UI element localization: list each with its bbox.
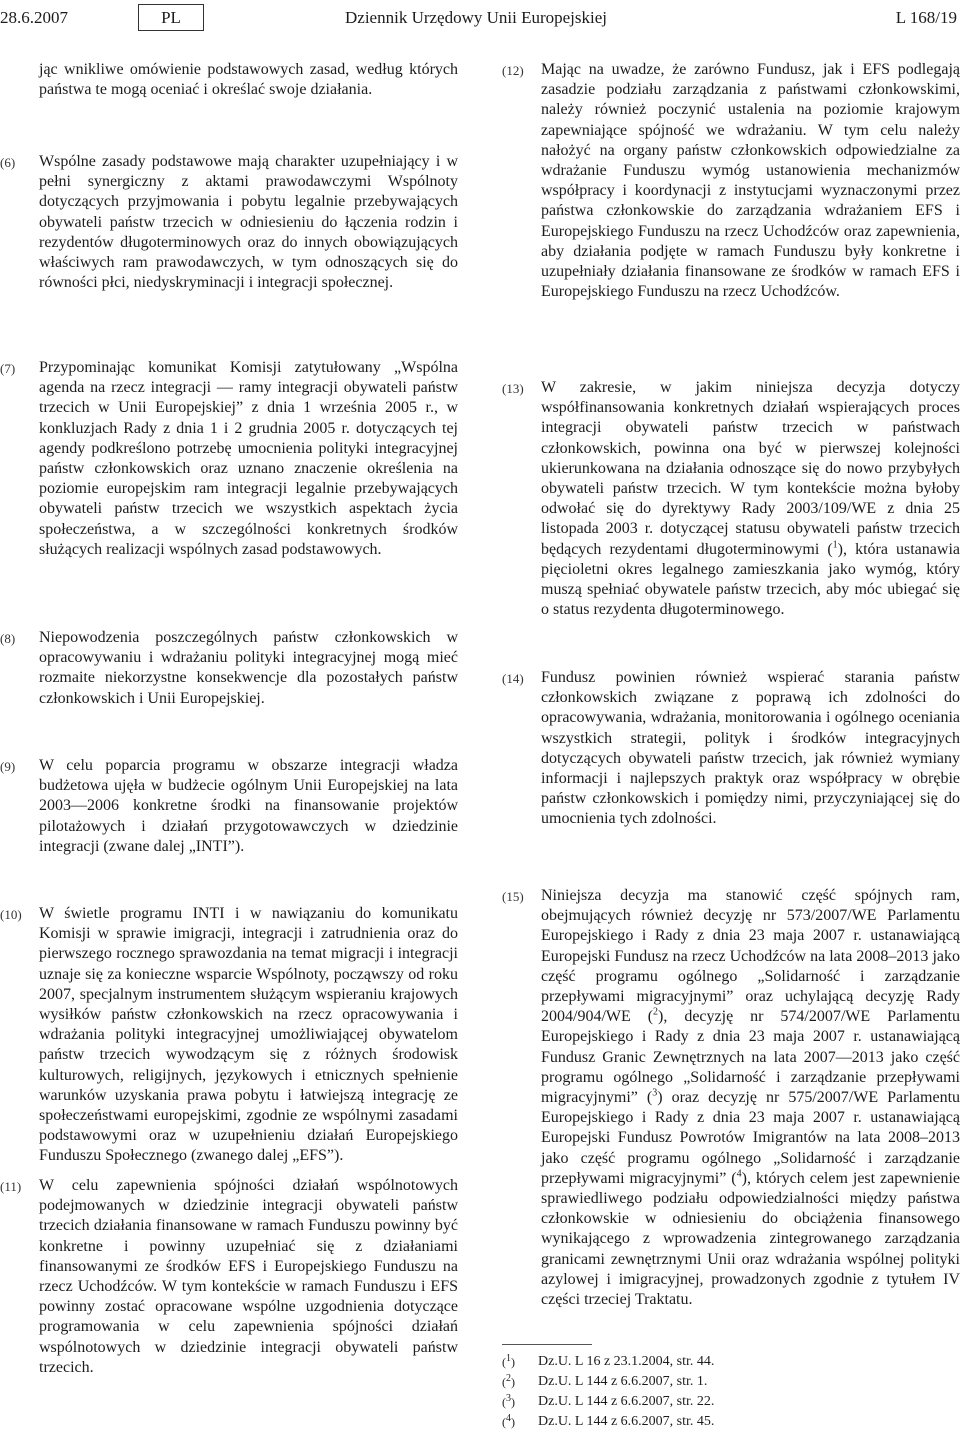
- recital-text: [541, 886, 960, 1310]
- footnote-ref-2[interactable]: 2: [653, 1006, 659, 1018]
- recital-text: W celu zapewnienia spójności działań wspólnotowych podejmowanych w dziedzinie integracji obywateli państw trzecich działania finansowane w ramach Funduszu powinny być konkretne i powinny uzupełniać się z działaniami finansowanymi ze środków EFS i Europejskiego Funduszu na rzecz Uchodźców. W tym kontekście w ramach Funduszu i EFS powinny zostać opracowane wspólne uzgodnienia dotyczące programowania w celu zapewnienia spójności działań wspólnotowych w dziedzinie integracji obywateli państw trzecich.: [39, 1177, 458, 1376]
- footnotes: [502, 1352, 960, 1432]
- recital-number: (8): [0, 631, 16, 646]
- footnote-4: [502, 1412, 960, 1432]
- recital-11: [0, 1176, 458, 1378]
- language-badge: PL: [138, 4, 204, 31]
- recital-text: W świetle programu INTI i w nawiązaniu do komunikatu Komisji w sprawie imigracji, integracji i zatrudnienia oraz do pierwszego rocznego sprawozdania na temat migracji i integracji uznaje się za konieczne wsparcie Wspólnoty, począwszy od roku 2007, specjalnym instrumentem służącym wspieraniu krajowych wysiłków państw członkowskich na rzecz opracowywania i wdrażania polityki integracyjnej umożliwiającej obywatelom państw trzecich wywodzącym się z różnych środowisk kulturowych, religijnych, językowych i etnicznych spełnienie warunków uzyskania prawa pobytu i łatwiejszą integrację ze społeczeństwami europejskimi, zgodnie ze wspólnymi zasadami podstawowymi oraz w uzupełnieniu działań Europejskiego Funduszu Społecznego (zwanego dalej „EFS”).: [39, 905, 458, 1165]
- recital-number: (15): [502, 889, 524, 904]
- recital-number: (7): [0, 361, 16, 376]
- recital-text-part: ), decyzję nr 574/2007/WE Parlamentu Europejskiego i Rady z dnia 23 maja 2007 r. ustanawiającą Fundusz Granic Zewnętrznych na lata 2007—2013 jako część programu ogólnego „Solidarność i zarządzanie przepływami migracyjnymi” (: [541, 1008, 960, 1107]
- recital-number: (6): [0, 155, 16, 170]
- recital-8: [0, 628, 458, 709]
- recital-12: [502, 60, 960, 302]
- recital-text: [541, 378, 960, 620]
- recital-text: Niepowodzenia poszczególnych państw członkowskich w opracowywaniu i wdrażaniu polityki integracyjnej mogą mieć rozmaite niekorzystne konsekwencje dla pozostałych państw członkowskich i Unii Europejskiej.: [39, 629, 458, 707]
- recital-text: Wspólne zasady podstawowe mają charakter uzupełniający i w pełni synergiczny z aktami prawodawczymi Wspólnoty dotyczących przyjmowania i pobytu legalnie przebywających obywateli państw trzecich w odniesieniu do łączenia rodzin i rezydentów długoterminowych oraz do innych obowiązujących właściwych ram prawodawczych, w tym odnoszących się do równości płci, niedyskryminacji i integracji społecznej.: [39, 153, 458, 292]
- recital-text-part: ), która ustanawia pięcioletni okres legalnego zamieszkania jako wymóg, który muszą spełniać obywatele państw trzecich, aby móc ubiegać się o status rezydenta długoterminowego.: [541, 540, 960, 619]
- recital-7: [0, 358, 458, 560]
- footnote-separator: [502, 1344, 592, 1345]
- recital-number: (10): [0, 907, 22, 922]
- recital-9: [0, 756, 458, 857]
- journal-title: Dziennik Urzędowy Unii Europejskiej: [345, 8, 608, 27]
- recital-15: [502, 886, 960, 1310]
- footnote-text: Dz.U. L 144 z 6.6.2007, str. 45.: [538, 1414, 715, 1429]
- recital-number: (14): [502, 671, 524, 686]
- footnote-mark: ($^3$): [502, 1393, 515, 1409]
- footnote-mark: ($^1$): [502, 1353, 515, 1369]
- recital-6: [0, 152, 458, 293]
- recital-number: (9): [0, 759, 16, 774]
- footnote-text: Dz.U. L 144 z 6.6.2007, str. 22.: [538, 1394, 715, 1409]
- recital-text-part: W zakresie, w jakim niniejsza decyzja dotyczy współfinansowania konkretnych działań wspierających proces integracji obywateli państw trzecich w państwach członkowskich, powinna ona być w pierwszej kolejności ukierunkowana na działania odnoszące się do nowo przybyłych obywateli państw trzecich. W tym kontekście można byłoby odwołać się do dyrektywy Rady 2003/109/WE z dnia 25 listopada 2003 r. dotyczącej statusu obywateli państw trzecich będących rezydentami długoterminowymi (: [541, 379, 960, 558]
- paragraph-continuation: [0, 60, 458, 100]
- footnote-mark: ($^2$): [502, 1373, 515, 1389]
- recital-text-part: Niniejsza decyzja ma stanowić część spójnych ram, obejmujących również decyzję nr 573/2007/WE Parlamentu Europejskiego i Rady z dnia 23 maja 2007 r. ustanawiającą Europejski Fundusz na rzecz Uchodźców na lata 2008–2013 jako część programu ogólnego „Solidarność i zarządzanie przepływami migracyjnymi” oraz uchylającą decyzję Rady 2004/904/WE (: [541, 887, 960, 1026]
- recital-number: (11): [0, 1179, 22, 1194]
- recital-text: Mając na uwadze, że zarówno Fundusz, jak i EFS podlegają zasadzie podziału zarządzania z państwami członkowskimi, należy również poczynić ustalenia na poziomie krajowym zapewniające spójność we wdrażaniu. W tym celu należy nałożyć na organy państw członkowskich odpowiedzialne za wdrażanie Funduszu wymóg ustanowienia mechanizmów współpracy i koordynacji z instytucjami wyznaczonymi przez państwa członkowskie do zarządzania wdrażaniem EFS i Europejskiego Funduszu na rzecz Uchodźców oraz zapewnienia, aby działania podjęte w ramach Funduszu były konkretne i uzupełniały działania finansowane ze środków w ramach EFS i Europejskiego Funduszu na rzecz Uchodźców.: [541, 61, 960, 301]
- recital-text-part: ), których celem jest zapewnienie sprawiedliwego podziału odpowiedzialności między państwa członkowskie w odniesieniu do obciążenia finansowego wynikającego z wprowadzenia zintegrowanego zarządzania granicami zewnętrznymi Unii oraz wdrażania wspólnej polityki azylowej i imigracyjnej, prowadzonych zgodnie z tytułem IV części trzeciej Traktatu.: [541, 1169, 960, 1309]
- recital-number: (12): [502, 63, 524, 78]
- footnote-ref-3[interactable]: 3: [652, 1087, 658, 1099]
- page-reference: L 168/19: [895, 8, 957, 27]
- footnote-text: Dz.U. L 16 z 23.1.2004, str. 44.: [538, 1354, 715, 1369]
- recital-13: [502, 378, 960, 620]
- recital-text: Przypominając komunikat Komisji zatytułowany „Wspólna agenda na rzecz integracji — ramy integracji obywateli państw trzecich w Unii Europejskiej” z dnia 1 września 2005 r., w konkluzjach Rady z dnia 1 i 2 grudnia 2005 r. dotyczących tej agendy podkreślono potrzebę umocnienia polityki integracyjnej państw członkowskich oraz uznano znaczenie określenia na poziomie europejskim ram integracji legalnie przebywających obywateli państw trzecich we wszystkich aspektach życia społeczeństwa, a w szczególności konkretnych środków służących realizacji wspólnych zasad podstawowych.: [39, 359, 458, 558]
- footnote-3: [502, 1392, 960, 1412]
- recital-10: [0, 904, 458, 1167]
- footnote-mark: ($^4$): [502, 1413, 515, 1429]
- page-header: [0, 4, 960, 34]
- footnote-ref-1[interactable]: 1: [832, 539, 838, 551]
- footnote-1: [502, 1352, 960, 1372]
- recital-text: Fundusz powinien również wspierać starania państw członkowskich związane z poprawą ich zdolności do opracowywania, wdrażania, monitorowania i ogólnego oceniania wszystkich strategii, polityk i środków integracyjnych dotyczących obywateli państw trzecich, jak również wymiany informacji i najlepszych praktyk oraz współpracy w obrębie państw członkowskich i pomiędzy nimi, przyczyniającej się do umocnienia tych zdolności.: [541, 669, 960, 828]
- paragraph-text: jąc wnikliwe omówienie podstawowych zasad, według których państwa te mogą oceniać i określać swoje działania.: [39, 61, 458, 99]
- footnote-2: [502, 1372, 960, 1392]
- publication-date: 28.6.2007: [0, 8, 68, 27]
- footnote-text: Dz.U. L 144 z 6.6.2007, str. 1.: [538, 1374, 708, 1389]
- recital-text-part: ) oraz decyzję nr 575/2007/WE Parlamentu Europejskiego i Rady z dnia 23 maja 2007 r. ustanawiającą Europejski Fundusz Powrotów Imigrantów na lata 2008–2013 jako część programu ogólnego „Solidarność i zarządzanie przepływami migracyjnymi” (: [541, 1089, 960, 1187]
- recital-number: (13): [502, 381, 524, 396]
- recital-14: [502, 668, 960, 830]
- recital-text: W celu poparcia programu w obszarze integracji władza budżetowa ujęła w budżecie ogólnym Unii Europejskiej na lata 2003—2006 konkretne środki na finansowanie projektów pilotażowych i działań przygotowawczych w dziedzinie integracji (zwane dalej „INTI”).: [39, 757, 458, 855]
- footnote-ref-4[interactable]: 4: [736, 1168, 742, 1180]
